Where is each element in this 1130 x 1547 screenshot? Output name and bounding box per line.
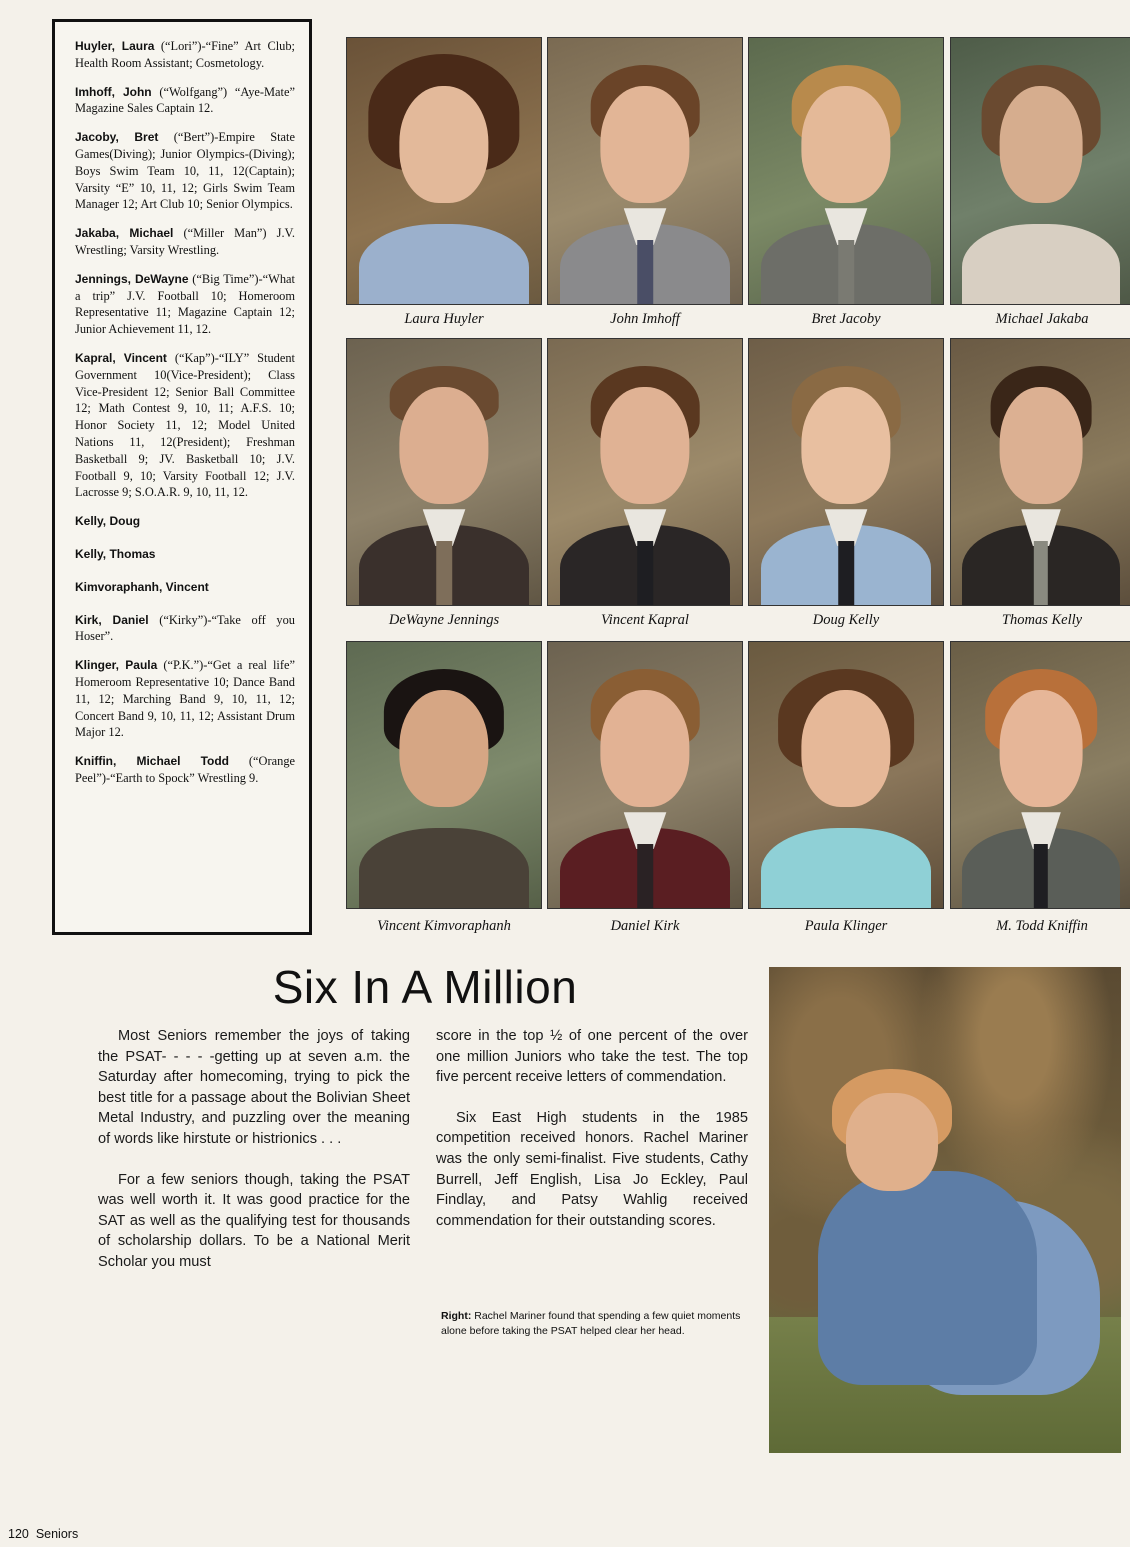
portrait-caption: Doug Kelly — [812, 612, 880, 628]
bio-entry: Jennings, DeWayne (“Big Time”)-“What a trip” J.V. Football 10; Homeroom Representative 11; Magazine Captain 12; Junior Achievement 11, 12. — [75, 271, 295, 337]
portrait-photo — [749, 38, 943, 304]
portrait-caption: Daniel Kirk — [610, 918, 680, 934]
feature-photo-rachel-mariner — [769, 967, 1121, 1453]
bio-entry: Klinger, Paula (“P.K.”)-“Get a real life” Homeroom Representative 10; Dance Band 11, 12; Marching Band 9, 10, 11, 12; Concert Band 9, 10, 11, 12; Assistant Drum Major 12. — [75, 658, 295, 740]
portrait-caption: M. Todd Kniffin — [996, 918, 1088, 934]
article-paragraph: For a few seniors though, taking the PSAT was well worth it. It was good practice for the SAT as well as the qualifying test for thousands of scholarship dollars. To be a National Merit Scholar you must — [98, 1171, 410, 1270]
portrait-photo — [749, 339, 943, 605]
portrait-caption: Laura Huyler — [404, 311, 484, 327]
portrait-caption: Bret Jacoby — [811, 311, 881, 327]
bio-entry: Kirk, Daniel (“Kirky”)-“Take off you Hoser”. — [75, 612, 295, 644]
section-name: Seniors — [35, 1527, 79, 1541]
page-number: 120 — [8, 1527, 29, 1541]
bio-entry: Huyler, Laura (“Lori”)-“Fine” Art Club; Health Room Assistant; Cosmetology. — [75, 39, 295, 70]
portrait-photo — [951, 339, 1130, 605]
portrait-caption: Thomas Kelly — [1001, 612, 1083, 628]
portrait-photo — [347, 339, 541, 605]
bio-entry: Jakaba, Michael (“Miller Man”) J.V. Wrestling; Varsity Wrestling. — [75, 226, 295, 257]
article-paragraph: Six East High students in the 1985 competition received honors. Rachel Mariner was the only semi-finalist. Five students, Cathy Burrell, Jeff English, Lisa Jo Eckley, Paul Findlay, and Patsy Wahlig received commendation for their outstanding scores. — [436, 1109, 748, 1229]
photo-caption: Right: Rachel Mariner found that spending a few quiet moments alone before taking the PSAT helped clear her head. — [441, 1310, 741, 1337]
portrait-caption: John Imhoff — [610, 311, 680, 327]
senior-bio-box — [52, 19, 312, 935]
article-column-2 — [436, 1026, 748, 1251]
portrait-photo — [951, 38, 1130, 304]
portrait-caption: DeWayne Jennings — [388, 612, 500, 628]
page-folio — [8, 1527, 78, 1541]
portrait-photo — [347, 642, 541, 908]
bio-entry: Imhoff, John (“Wolfgang”) “Aye-Mate” Magazine Sales Captain 12. — [75, 84, 295, 116]
article-paragraph: Most Seniors remember the joys of taking the PSAT- - - - -getting up at seven a.m. the Saturday after homecoming, trying to pick the best title for a passage about the Bolivian Sheet Metal Industry, and puzzling over the meaning of words like hirstute or histrionics . . . — [98, 1028, 410, 1147]
portrait-photo — [548, 642, 742, 908]
bio-entry: Kelly, Doug — [75, 514, 141, 529]
article-paragraph: score in the top ½ of one percent of the over one million Juniors who take the test. The top five percent receive letters of commendation. — [436, 1028, 748, 1086]
bio-entry: Kimvoraphanh, Vincent — [75, 579, 209, 594]
portrait-photo — [347, 38, 541, 304]
bio-entry: Jacoby, Bret (“Bert”)-Empire State Games(Diving); Junior Olympics-(Diving); Boys Swim Team 10, 11, 12(Captain); Varsity “E” 10, 11, 12; Girls Swim Team Manager 12; Art Club 10; Senior Olympics. — [75, 130, 295, 212]
bio-entry: Kapral, Vincent (“Kap”)-“ILY” Student Government 10(Vice-President); Class Vice-President 12; Senior Ball Committee 12; Math Contest 9, 10, 11; A.F.S. 10; Honor Society 11, 12; Model United Nations 11, 12(President); Freshman Basketball 9; JV. Basketball 10; J.V. Football 9, 10; Varsity Football 12; J.V. Lacrosse 9; S.O.A.R. 9, 10, 11, 12. — [75, 350, 295, 500]
article-headline: Six In A Million — [272, 961, 578, 1013]
bio-entry: Kelly, Thomas — [75, 546, 156, 561]
portrait-caption: Vincent Kapral — [601, 612, 689, 628]
bio-entry: Kniffin, Michael Todd (“Orange Peel”)-“Earth to Spock” Wrestling 9. — [75, 754, 296, 785]
portrait-photo — [548, 38, 742, 304]
portrait-photo — [548, 339, 742, 605]
portrait-photo — [749, 642, 943, 908]
portrait-caption: Michael Jakaba — [995, 311, 1089, 327]
portrait-caption: Paula Klinger — [804, 918, 888, 934]
portrait-photo — [951, 642, 1130, 908]
article-column-1 — [98, 1026, 410, 1293]
portrait-caption: Vincent Kimvoraphanh — [377, 918, 511, 934]
